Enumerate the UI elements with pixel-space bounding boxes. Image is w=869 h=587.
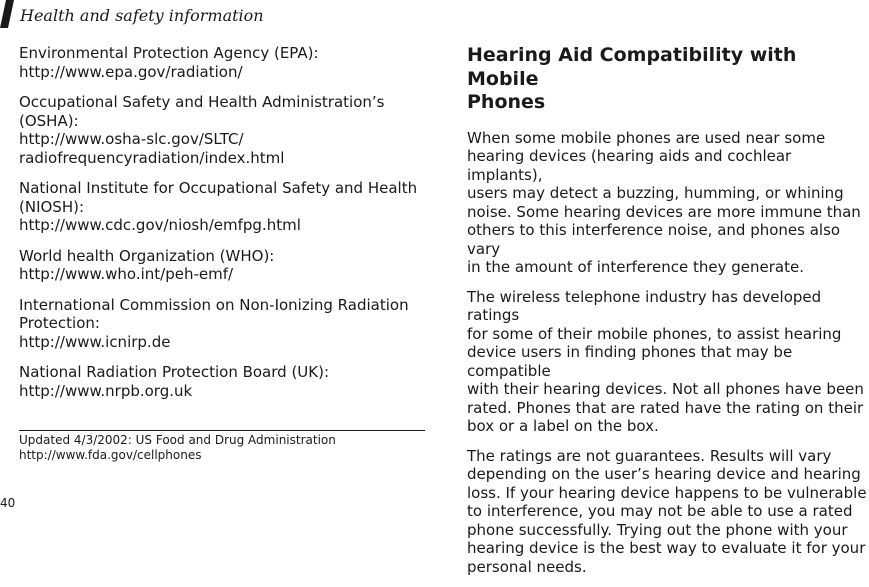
text-line: When some mobile phones are used near some (467, 128, 826, 147)
org-url[interactable]: http://www.who.int/peh-emf/ (19, 265, 234, 283)
resource-epa (19, 44, 429, 81)
text-line: hearing device is the best way to evaluate it for your (467, 539, 866, 557)
text-line: personal needs. (467, 557, 587, 576)
footnote (19, 433, 336, 463)
text-line: hearing devices (hearing aids and cochlear implants), (467, 147, 792, 184)
footnote-url[interactable]: http://www.fda.gov/cellphones (19, 448, 202, 462)
org-url[interactable]: http://www.nrpb.org.uk (19, 381, 193, 400)
resource-niosh (19, 179, 429, 235)
footnote-updated: Updated 4/3/2002: US Food and Drug Administration (19, 433, 336, 447)
article (467, 44, 869, 587)
org-url[interactable]: radiofrequencyradiation/index.html (19, 148, 285, 167)
article-heading (467, 44, 869, 115)
text-line: for some of their mobile phones, to assist hearing (467, 324, 842, 343)
article-paragraph (467, 288, 869, 436)
resource-who (19, 247, 429, 284)
org-name: Occupational Safety and Health Administration’s (19, 93, 385, 111)
text-line: depending on the user’s hearing device and hearing (467, 465, 861, 483)
org-name: (OSHA): (19, 111, 79, 130)
text-line: to interference, you may not be able to use a rated (467, 502, 853, 520)
org-url[interactable]: http://www.osha-slc.gov/SLTC/ (19, 130, 244, 148)
org-name: National Radiation Protection Board (UK): (19, 363, 330, 381)
section-title: Health and safety information (20, 6, 264, 25)
page-number: 40 (0, 496, 16, 510)
org-name: Environmental Protection Agency (EPA): (19, 44, 319, 62)
article-paragraph (467, 447, 869, 577)
text-line: phone successfully. Trying out the phone with your (467, 520, 848, 539)
article-paragraph (467, 129, 869, 277)
header-accent-bar (0, 0, 14, 28)
org-url[interactable]: http://www.epa.gov/radiation/ (19, 62, 243, 81)
resource-icnirp (19, 296, 429, 352)
text-line: noise. Some hearing devices are more immune than (467, 202, 861, 221)
heading-line: Hearing Aid Compatibility with Mobile (467, 44, 797, 90)
org-name: International Commission on Non-Ionizing Radiation (19, 295, 409, 314)
resource-nrpb (19, 363, 429, 400)
org-url[interactable]: http://www.icnirp.de (19, 332, 171, 351)
text-line: rated. Phones that are rated have the rating on their (467, 398, 864, 417)
org-name: World health Organization (WHO): (19, 246, 275, 265)
text-line: device users in finding phones that may be compatible (467, 343, 793, 380)
org-name: Protection: (19, 314, 100, 332)
text-line: The ratings are not guarantees. Results will vary (467, 446, 832, 465)
text-line: The wireless telephone industry has developed ratings (467, 287, 822, 324)
text-line: users may detect a buzzing, humming, or whining (467, 184, 844, 202)
resource-list (19, 44, 429, 412)
text-line: in the amount of interference they generate. (467, 258, 804, 276)
resource-osha (19, 93, 429, 167)
text-line: loss. If your hearing device happens to be vulnerable (467, 483, 867, 502)
footnote-divider (19, 430, 425, 431)
text-line: box or a label on the box. (467, 417, 659, 435)
text-line: with their hearing devices. Not all phones have been (467, 380, 864, 398)
text-line: others to this interference noise, and phones also vary (467, 221, 841, 258)
org-name: National Institute for Occupational Safety and Health (19, 179, 418, 197)
org-name: (NIOSH): (19, 197, 85, 216)
org-url[interactable]: http://www.cdc.gov/niosh/emfpg.html (19, 216, 301, 234)
heading-line: Phones (467, 91, 546, 113)
